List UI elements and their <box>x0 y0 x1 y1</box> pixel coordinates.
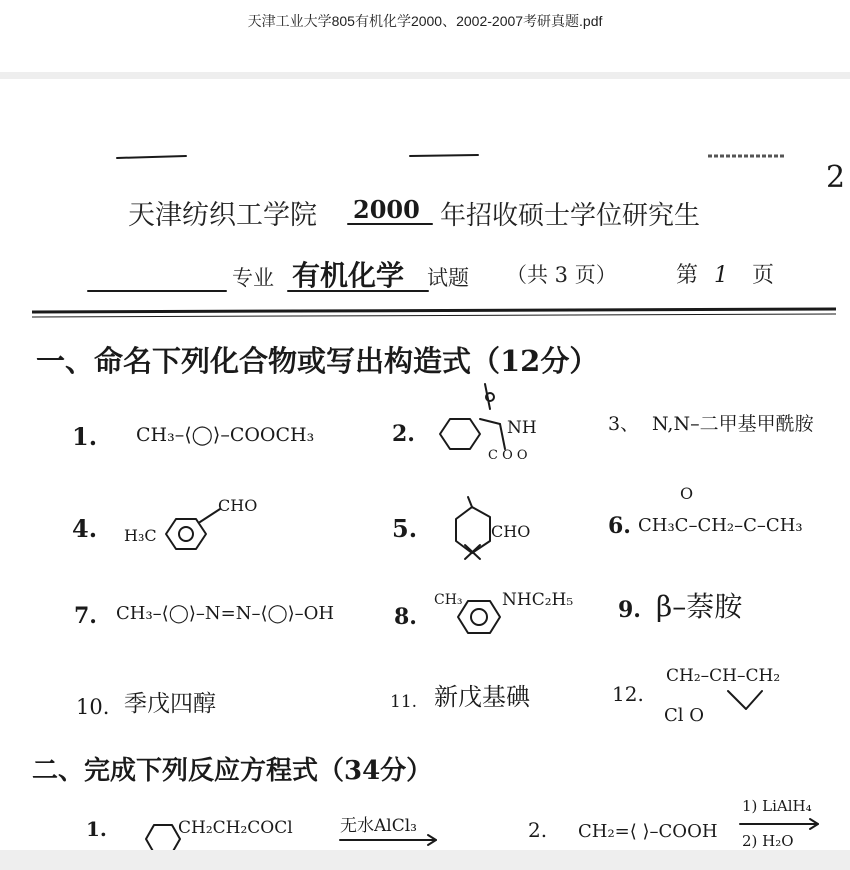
exam-subject: 有机化学 <box>292 259 405 292</box>
viewer-titlebar <box>0 0 850 72</box>
file-title: 天津工业大学805有机化学2000、2002-2007考研真题.pdf <box>247 13 603 29</box>
scan-line <box>117 156 186 158</box>
page-number: 1 <box>714 263 728 288</box>
item-label: Cl O <box>664 705 705 726</box>
item-number: 9. <box>618 597 641 623</box>
item-number: 2. <box>528 818 548 842</box>
page-suffix: 页 <box>752 263 775 288</box>
item-structure: CH₃–⟨◯⟩–N=N–⟨◯⟩–OH <box>116 603 335 624</box>
item-number: 6. <box>608 513 631 539</box>
lactam-ring <box>440 384 505 449</box>
item-number: 3、 <box>608 413 640 435</box>
item-number: 1. <box>86 817 107 841</box>
item-structure: NHC₂H₅ <box>502 590 574 610</box>
item-number: 8. <box>394 604 417 630</box>
pdf-page[interactable] <box>0 79 850 850</box>
item-number: 7. <box>74 603 97 629</box>
section1-heading: 一、命名下列化合物或写出构造式（12分） <box>36 344 599 378</box>
item-structure: NH <box>507 418 537 438</box>
item-number: 4. <box>72 514 98 543</box>
item-number: 1. <box>72 422 98 451</box>
item-structure: 季戊四醇 <box>124 691 216 717</box>
header-rule <box>32 314 836 317</box>
item-label: CH₃ <box>434 592 463 608</box>
header-rule <box>32 309 836 312</box>
pages-total: （共 3 页） <box>506 263 617 287</box>
item-structure: CH₂CH₂COCl <box>178 818 293 838</box>
item-structure: CH₃C–CH₂–C–CH₃ <box>638 515 803 536</box>
item-structure: CHO <box>491 522 531 541</box>
benzene-ring <box>146 825 180 850</box>
school-name: 天津纺织工学院 <box>128 200 317 231</box>
item-structure: β–萘胺 <box>656 590 743 623</box>
item-structure: CH₃–⟨◯⟩–COOCH₃ <box>136 424 315 446</box>
item-label: C O O <box>488 448 528 463</box>
item-number: 5. <box>392 514 418 543</box>
cyclohexane-ring <box>456 497 490 559</box>
item-number: 2. <box>392 421 415 447</box>
item-number: 10. <box>76 695 110 719</box>
exam-label: 试题 <box>427 266 469 290</box>
item-label: O <box>680 484 694 503</box>
exam-year: 2000 <box>353 195 420 224</box>
exam-title: 年招收硕士学位研究生 <box>440 201 701 231</box>
item-structure: N,N–二甲基甲酰胺 <box>652 413 814 435</box>
benzene-ring <box>166 509 220 549</box>
scan-line <box>410 155 478 156</box>
epoxide-bond <box>728 691 762 709</box>
reaction-reagent: 1) LiAlH₄ <box>742 797 812 815</box>
reaction-reagent: 2) H₂O <box>742 832 794 850</box>
viewer-bottom-bar <box>0 850 850 870</box>
item-label: CHO <box>218 496 258 515</box>
item-structure: CH₂=⟨ ⟩–COOH <box>578 821 718 842</box>
section2-heading: 二、完成下列反应方程式（34分） <box>32 756 433 786</box>
item-structure: H₃C <box>124 526 157 545</box>
page-prefix: 第 <box>676 263 699 288</box>
corner-mark: 2 <box>826 160 846 195</box>
aromatic-ring <box>458 601 500 633</box>
item-number: 12. <box>612 682 644 706</box>
item-number: 11. <box>390 692 418 712</box>
item-structure: 新戊基碘 <box>434 683 530 711</box>
scanned-page <box>0 79 850 850</box>
reaction-reagent: 无水AlCl₃ <box>340 816 417 836</box>
major-suffix: 专业 <box>232 266 274 290</box>
item-structure: CH₂–CH–CH₂ <box>666 666 781 686</box>
